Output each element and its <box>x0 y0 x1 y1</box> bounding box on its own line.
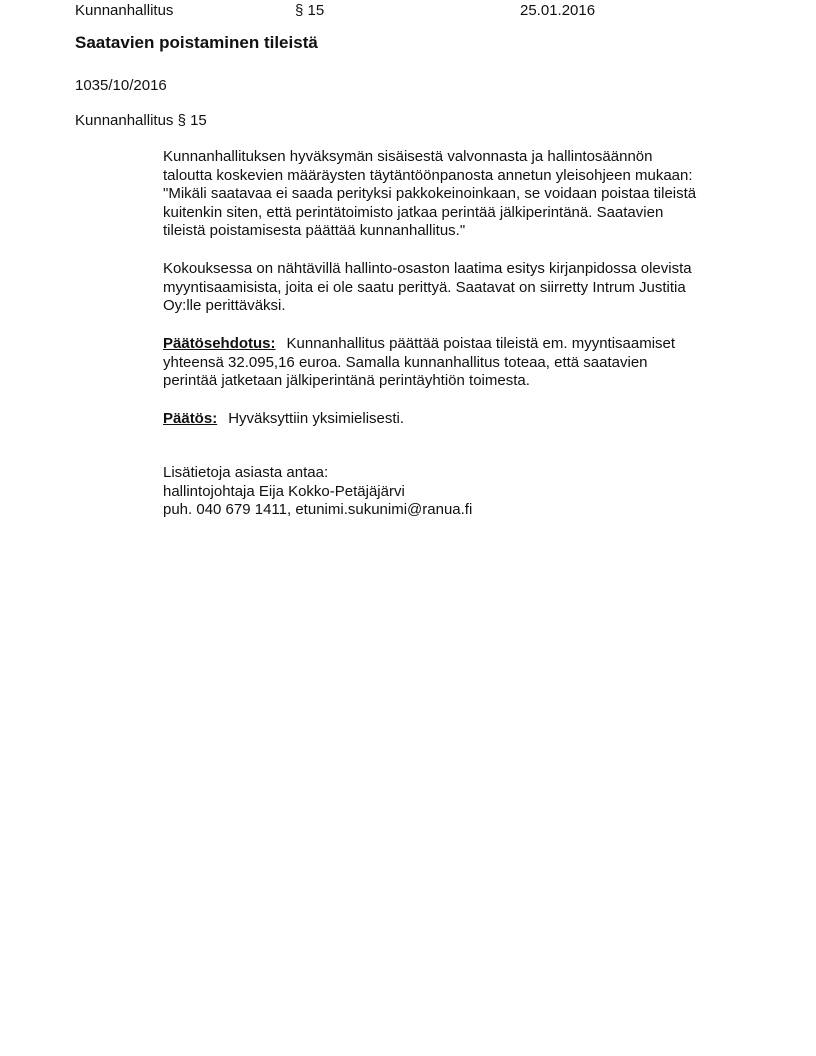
text-line: yhteensä 32.095,16 euroa. Samalla kunnanhallitus toteaa, että saatavien <box>163 353 648 371</box>
decision-label: Päätös: <box>163 410 218 427</box>
header-section-mark: § 15 <box>295 2 325 19</box>
section-reference: Kunnanhallitus § 15 <box>75 112 207 129</box>
text-line <box>163 410 404 429</box>
header-committee: Kunnanhallitus <box>75 2 174 19</box>
contact-info <box>163 464 472 520</box>
text-line: tileistä poistamisesta päättää kunnanhallitus." <box>163 222 466 239</box>
text-line: "Mikäli saatavaa ei saada perityksi pakkokeinoinkaan, se voidaan poistaa tileistä <box>163 185 697 202</box>
text-line: kuitenkin siten, että perintätoimisto jatkaa perintää jälkiperintänä. Saatavien <box>163 203 664 221</box>
case-number: 1035/10/2016 <box>75 77 167 94</box>
decision-text: Hyväksyttiin yksimielisesti. <box>228 410 405 427</box>
paragraph-internal-control-quote <box>163 148 696 241</box>
contact-person-line: hallintojohtaja Eija Kokko-Petäjäjärvi <box>163 482 405 500</box>
text-line: myyntisaamisista, joita ei ole saatu perittyä. Saatavat on siirretty Intrum Justitia <box>163 278 686 296</box>
contact-intro-line: Lisätietoja asiasta antaa: <box>163 464 329 481</box>
paragraph-decision <box>163 410 404 429</box>
text-line: Kokouksessa on nähtävillä hallinto-osaston laatima esitys kirjanpidossa olevista <box>163 260 692 277</box>
text-line <box>163 335 675 354</box>
text-line: perintää jatketaan jälkiperintänä perintäyhtiön toimesta. <box>163 372 530 389</box>
paragraph-meeting-presentation <box>163 260 692 316</box>
proposal-label: Päätösehdotus: <box>163 335 276 352</box>
text-line: Kunnanhallituksen hyväksymän sisäisestä valvonnasta ja hallintosäännön <box>163 148 653 165</box>
text-line: Oy:lle perittäväksi. <box>163 297 286 314</box>
page-title: Saatavien poistaminen tileistä <box>75 33 318 52</box>
paragraph-decision-proposal <box>163 335 675 391</box>
text-line: taloutta koskevien määräysten täytäntöönpanosta annetun yleisohjeen mukaan: <box>163 166 693 184</box>
header-date: 25.01.2016 <box>520 2 596 19</box>
page-header <box>0 2 816 21</box>
proposal-text: Kunnanhallitus päättää poistaa tileistä em. myyntisaamiset <box>286 335 676 352</box>
contact-phone-email-line: puh. 040 679 1411, etunimi.sukunimi@ranua.fi <box>163 501 473 518</box>
